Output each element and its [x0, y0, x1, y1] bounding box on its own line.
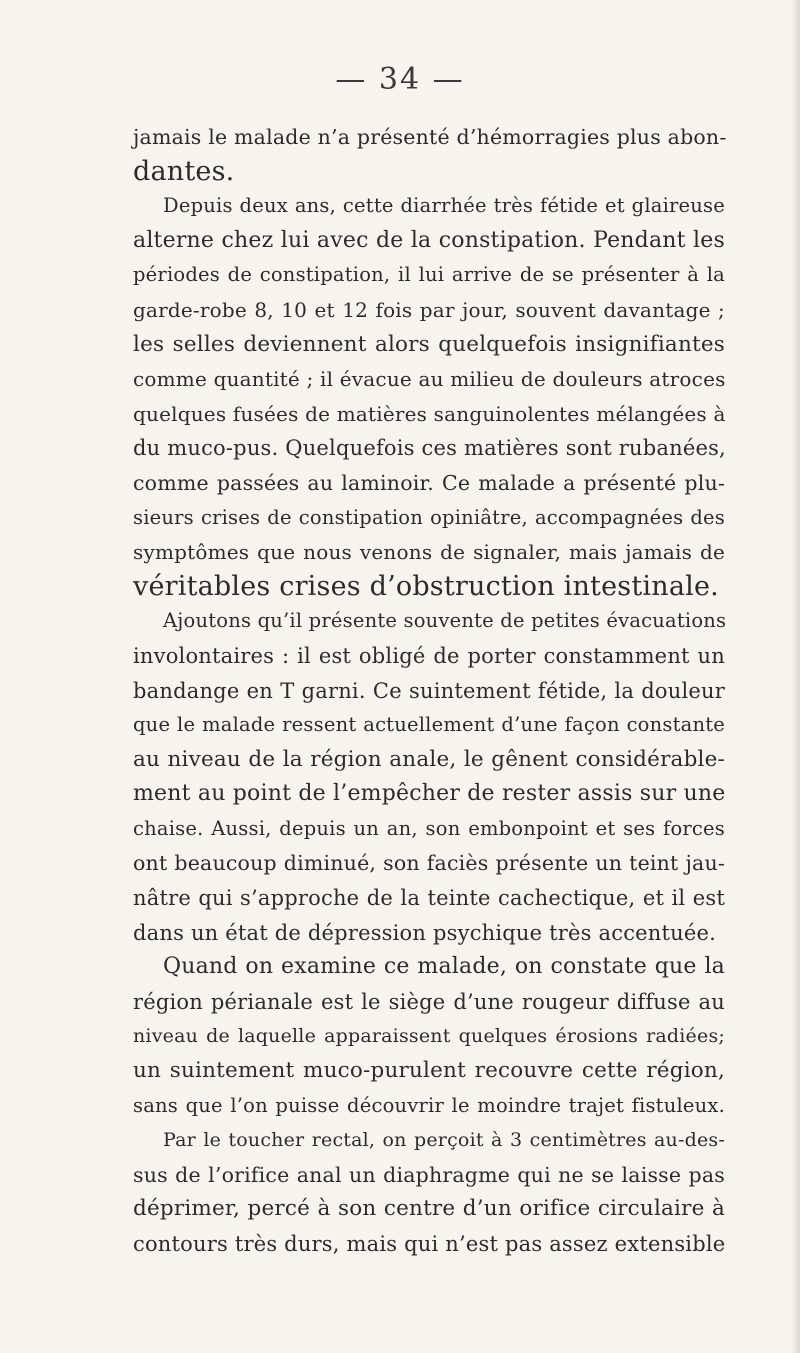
- text-line: niveau de laquelle apparaissent quelques érosions radiées;: [133, 1025, 725, 1048]
- text-line: jamais le malade n’a présenté d’hémorragies plus abon-: [133, 125, 727, 149]
- text-line: sus de l’orifice anal un diaphragme qui ne se laisse pas: [133, 1162, 725, 1187]
- text-line: dans un état de dépression psychique très accentuée.: [133, 920, 717, 945]
- text-line: symptômes que nous venons de signaler, mais jamais de: [133, 540, 725, 565]
- text-line: Quand on examine ce malade, on constate que la: [163, 954, 725, 980]
- text-line: quelques fusées de matières sanguinolentes mélangées à: [133, 401, 726, 426]
- text-line: un suintement muco-purulent recouvre cette région,: [133, 1058, 725, 1084]
- text-line: ont beaucoup diminué, son faciès présente un teint jau-: [133, 851, 725, 876]
- text-line: alterne chez lui avec de la constipation. Pendant les: [133, 227, 725, 253]
- text-line: comme passées au laminoir. Ce malade a présenté plu-: [133, 470, 725, 495]
- text-line: Ajoutons qu’il présente souvente de petites évacuations: [163, 609, 727, 633]
- text-line: sans que l’on puisse découvrir le moindre trajet fistuleux.: [133, 1093, 725, 1117]
- text-line: sieurs crises de constipation opiniâtre, accompagnées des: [133, 505, 725, 529]
- text-line: bandange en T garni. Ce suintement fétide, la douleur: [133, 678, 725, 703]
- text-line: les selles deviennent alors quelquefois insignifiantes: [133, 331, 725, 357]
- page-number: — 34 —: [335, 62, 465, 97]
- text-line: contours très durs, mais qui n’est pas assez extensible: [133, 1232, 726, 1256]
- text-line: véritables crises d’obstruction intestinale.: [133, 570, 719, 602]
- text-line: garde-robe 8, 10 et 12 fois par jour, souvent davantage ;: [133, 297, 725, 322]
- text-line: au niveau de la région anale, le gênent considérable-: [133, 746, 725, 772]
- text-line: du muco-pus. Quelquefois ces matières sont rubanées,: [133, 436, 726, 461]
- text-line: Depuis deux ans, cette diarrhée très fétide et glaireuse: [163, 194, 725, 218]
- text-line: involontaires : il est obligé de porter constamment un: [133, 643, 725, 668]
- text-line: dantes.: [133, 155, 235, 187]
- text-line: chaise. Aussi, depuis un an, son embonpoint et ses forces: [133, 816, 725, 840]
- page-edge-shadow: [792, 0, 800, 1353]
- text-line: périodes de constipation, il lui arrive de se présenter à la: [133, 263, 725, 287]
- text-line: ment au point de l’empêcher de rester assis sur une: [133, 781, 726, 807]
- text-line: déprimer, percé à son centre d’un orifice circulaire à: [133, 1196, 725, 1222]
- text-line: comme quantité ; il évacue au milieu de douleurs atroces: [133, 367, 726, 392]
- text-line: région périanale est le siège d’une rougeur diffuse au: [133, 989, 725, 1014]
- text-line: que le malade ressent actuellement d’une façon constante: [133, 713, 725, 737]
- body-text: [133, 120, 725, 1262]
- text-line: nâtre qui s’approche de la teinte cachectique, et il est: [133, 886, 725, 911]
- text-line: Par le toucher rectal, on perçoit à 3 centimètres au-des-: [163, 1129, 725, 1152]
